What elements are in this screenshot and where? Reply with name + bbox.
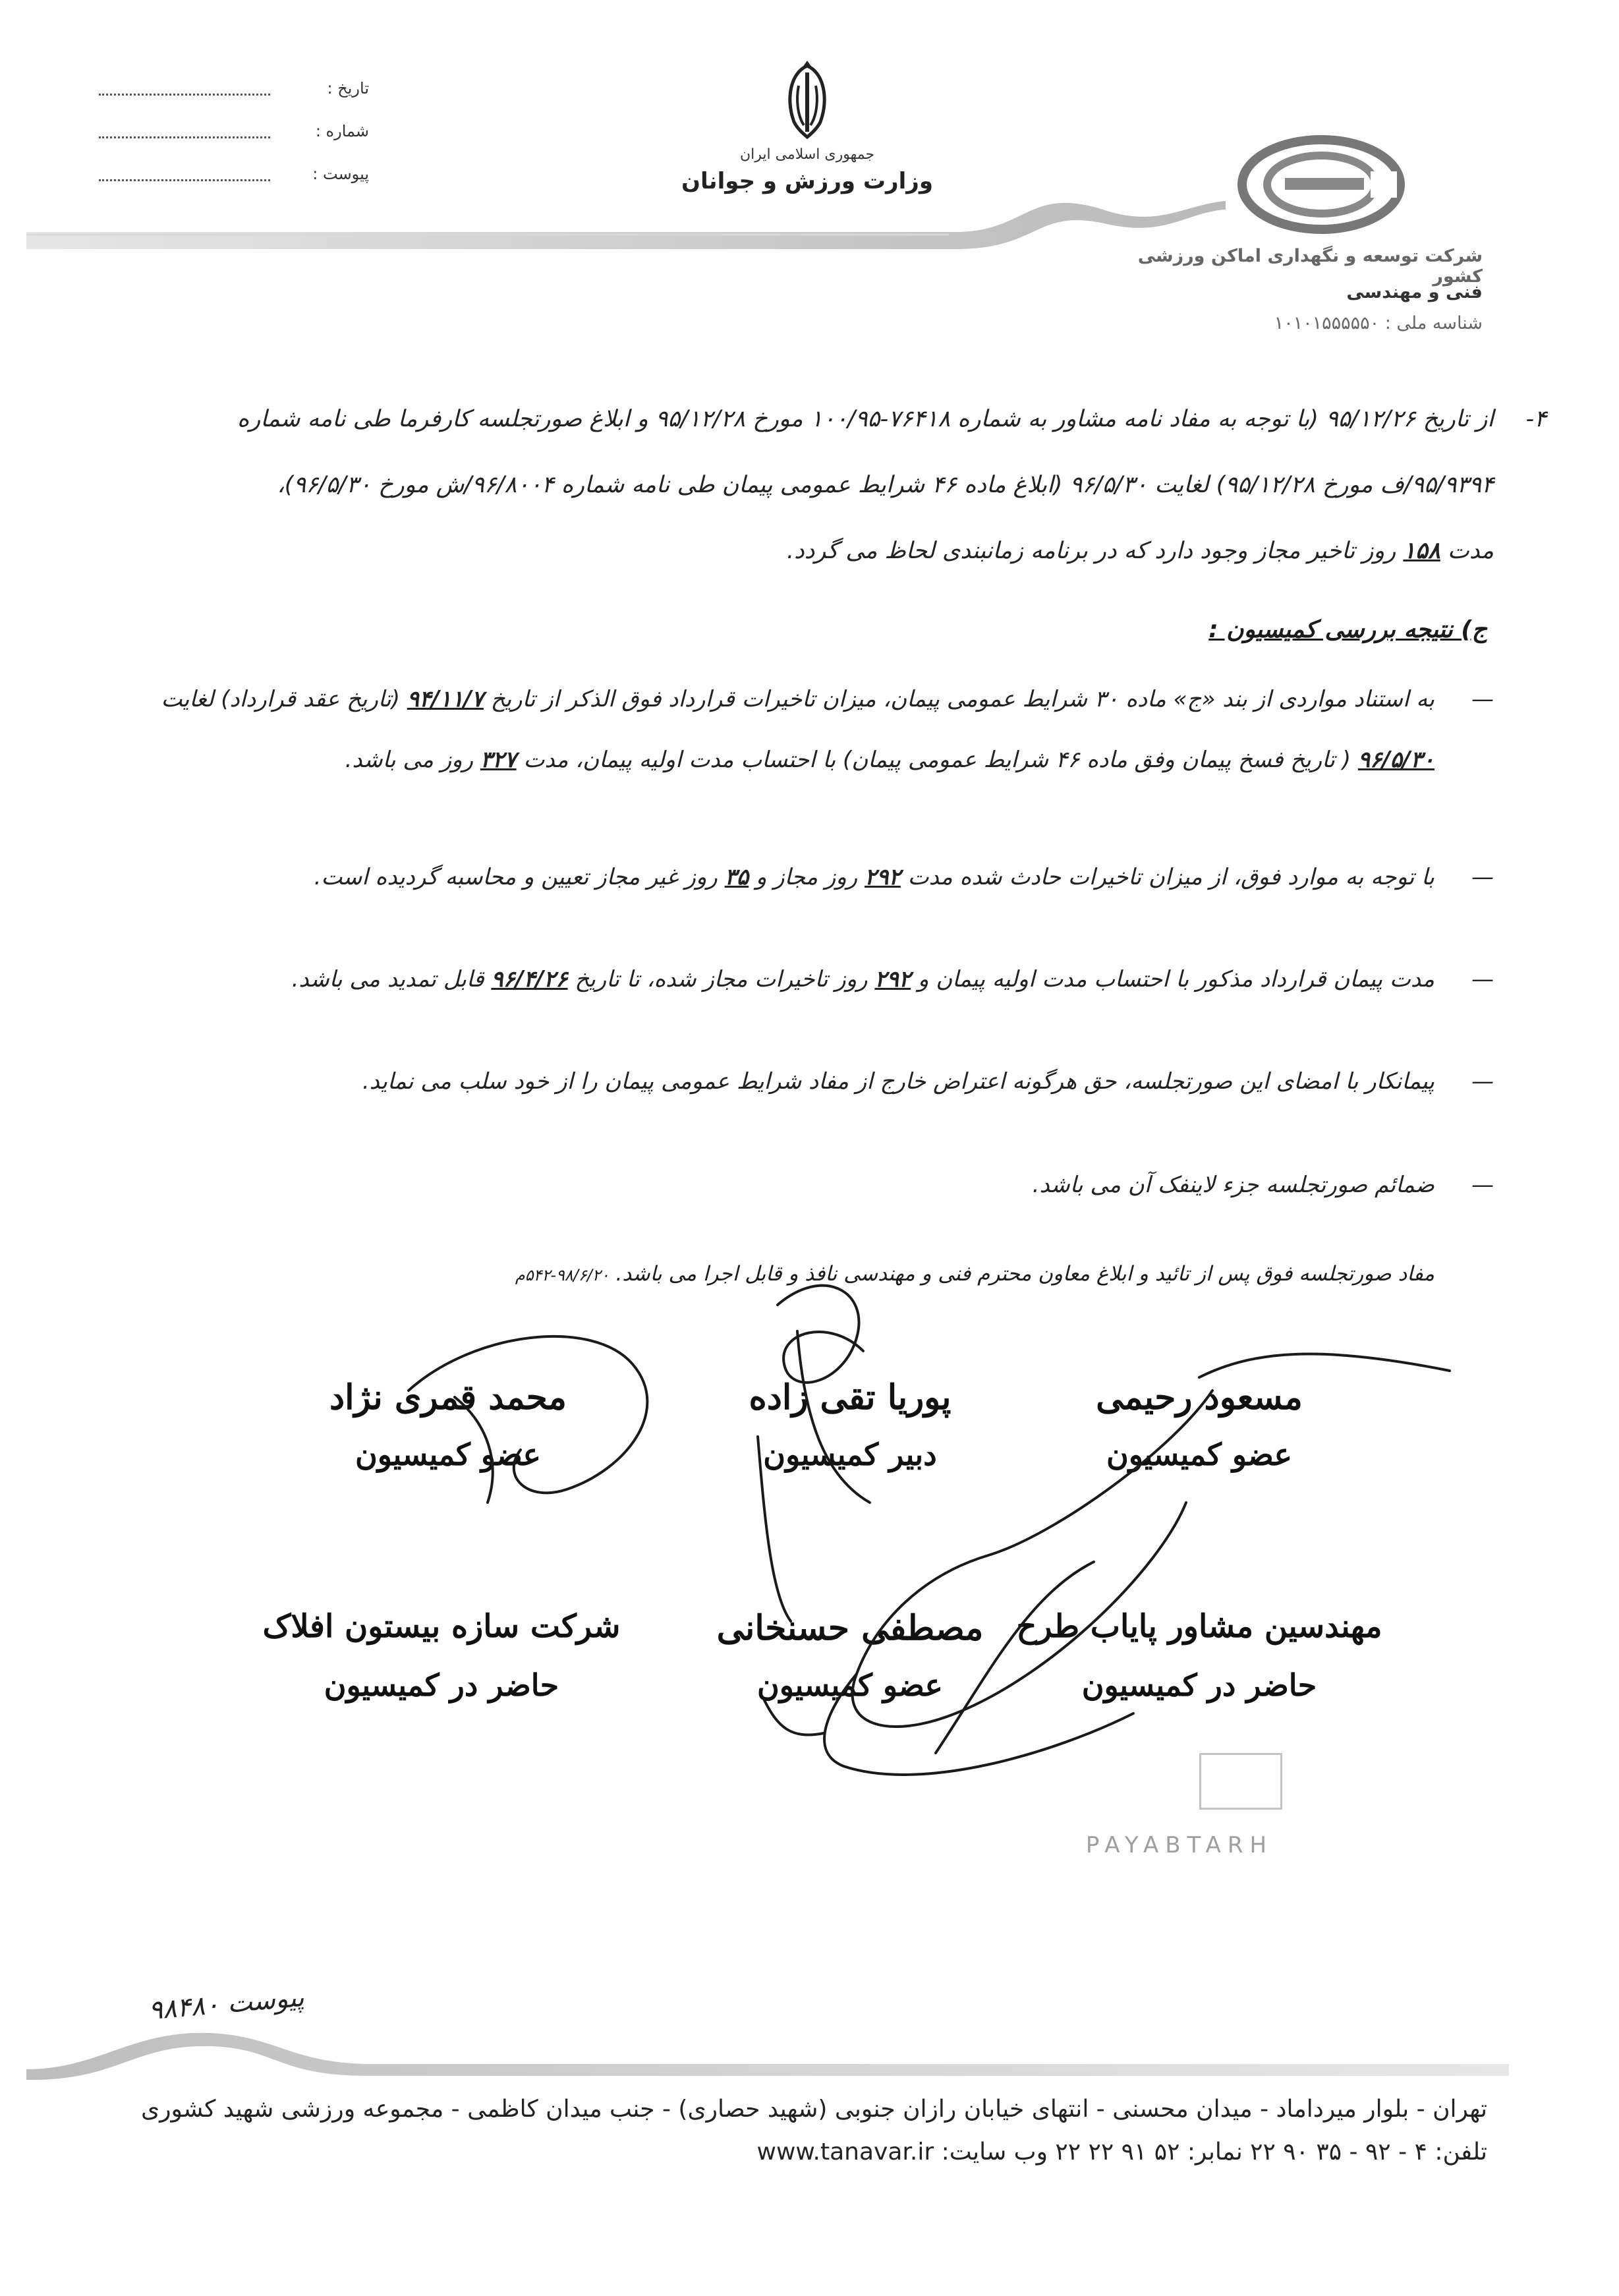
national-id: شناسه ملی : ۱۰۱۰۱۵۵۵۵۵۰ [1274,313,1483,333]
bullet-dash: — [1471,1172,1494,1198]
signatory-4-role: حاضر در کمیسیون [1081,1667,1317,1703]
department-name: فنی و مهندسی [1346,282,1483,302]
number-label: شماره : [315,122,369,140]
bullet1-pre: به استناد مواردی از بند «ج» ماده ۳۰ شرایط عمومی پیمان، میزان تاخیرات قرارداد فوق الذکر از تاریخ [490,686,1434,712]
bullet2-pre: با توجه به موارد فوق، از میزان تاخیرات حادث شده مدت [907,864,1434,890]
signatory-2-role: دبیر کمیسیون [763,1437,937,1472]
signatory-5-role: عضو کمیسیون [757,1667,943,1703]
signatory-3-name: محمد قمری نژاد [329,1377,567,1418]
bullet-5 [136,1155,1494,1215]
closing-note: ۹۸/۶/۲۰-۵۴۲م [515,1266,610,1284]
ministry-name: وزارت ورزش و جوانان [681,168,933,194]
item4-line3 [123,519,1494,583]
bullet3-post: قابل تمدید می باشد. [291,966,484,992]
footer-swoosh [0,2017,1619,2096]
bullet-dash: — [1471,966,1494,992]
date-dots [99,79,270,96]
bullet2-mid: روز مجاز و [755,864,858,890]
bullet3-pre: مدت پیمان قرارداد مذکور با احتساب مدت اولیه پیمان و [917,966,1434,992]
stamp-logo-icon [1199,1753,1282,1810]
bullet1-date2: ۹۶/۵/۳۰ [1357,747,1434,773]
iran-emblem-icon [771,59,843,145]
signatory-3-role: عضو کمیسیون [355,1437,541,1472]
closing-statement: مفاد صورتجلسه فوق پس از تائید و ابلاغ معاون محترم فنی و مهندسی نافذ و قابل اجرا می باشد. [615,1262,1434,1286]
item4-line1-text: از تاریخ ۹۵/۱۲/۲۶ (با توجه به مفاد نامه مشاور به شماره ۷۶۴۱۸-۱۰۰/۹۵ مورخ ۹۵/۱۲/۲۸ و ابلاغ صورتجلسه کارفرما طی نامه شماره [237,406,1494,432]
bullet2-post: روز غیر مجاز تعیین و محاسبه گردیده است. [314,864,718,890]
item4-line2: ۹۵/۹۳۹۴/ف مورخ ۹۵/۱۲/۲۸) لغایت ۹۶/۵/۳۰ (ابلاغ ماده ۴۶ شرایط عمومی پیمان طی نامه شماره ۹۶/۸۰۰۴/ش مورخ ۹۶/۵/۳۰)، [277,472,1494,498]
company-stamp [1041,1753,1318,1885]
bullet5-text: ضمائم صورتجلسه جزء لاینفک آن می باشد. [1032,1172,1434,1198]
bullet1-date1: ۹۴/۱۱/۷ [407,686,484,712]
attachment-dots [99,165,270,181]
bullet-dash: — [1471,686,1494,712]
bullet1-mid: (تاریخ عقد قرارداد) لغایت [161,686,400,712]
signatory-1-role: عضو کمیسیون [1106,1437,1292,1472]
attachment-field [0,165,395,191]
attachment-label: پیوست : [312,165,369,183]
bullet-dash: — [1471,1068,1494,1095]
signatory-4-name: مهندسین مشاور پایاب طرح [1016,1608,1382,1645]
signature-scribbles [0,1252,1619,1911]
stamp-text: PAYABTARH [1085,1832,1274,1858]
date-label: تاریخ : [327,79,369,98]
signatory-6-name: شرکت سازه بیستون افلاک [262,1608,621,1645]
bullet2-d2: ۳۵ [724,864,749,890]
bullet-2 [136,847,1494,907]
bullet-3 [136,949,1494,1010]
number-field [0,122,395,148]
handwritten-attachment-note: پیوست ۹۸۴۸۰ [147,1982,306,2026]
signatory-6-role: حاضر در کمیسیون [324,1667,559,1703]
number-dots [99,122,270,138]
bullet3-d1: ۲۹۲ [874,966,911,992]
item4-line3-post: روز تاخیر مجاز وجود دارد که در برنامه زمانبندی لحاظ می گردد. [787,538,1396,564]
bullet3-mid: روز تاخیرات مجاز شده، تا تاریخ [575,966,868,992]
footer-contact: تلفن: ۴ - ۹۲ - ۳۵ ۹۰ ۲۲ نمابر: ۵۲ ۹۱ ۲۲ ۲۲ وب سایت: www.tanavar.ir [756,2138,1487,2166]
bullet1-post: روز می باشد. [345,747,474,773]
item4-line1 [123,387,1547,451]
footer-address: تهران - بلوار میرداماد - میدان محسنی - انتهای خیابان رازان جنوبی (شهید حصاری) - جنب میدان کاظمی - مجموعه ورزشی شهید کشوری [140,2096,1487,2123]
signatory-2-name: پوریا تقی زاده [749,1377,952,1418]
item4-line3-pre: مدت [1447,538,1494,564]
bullet1-days: ۳۲۷ [480,747,517,773]
bullet4-text: پیمانکار با امضای این صورتجلسه، حق هرگونه اعتراض خارج از مفاد شرایط عمومی پیمان را از خود سلب می نماید. [362,1068,1434,1095]
section-title: ج) نتیجه بررسی کمیسیون : [1208,616,1487,643]
company-name: شرکت توسعه و نگهداری اماکن ورزشی کشور [1137,246,1483,287]
bullet3-date: ۹۶/۴/۲۶ [491,966,568,992]
bullet1-mid2: ( تاریخ فسخ پیمان وفق ماده ۴۶ شرایط عمومی پیمان) با احتساب مدت اولیه پیمان، مدت [523,747,1351,773]
bullet-1 [136,669,1494,790]
bullet-4 [136,1051,1494,1112]
bullet2-d1: ۲۹۲ [865,864,901,890]
signatory-5-name: مصطفی حسنخانی [716,1608,984,1648]
item4-days: ۱۵۸ [1403,538,1440,564]
emblem-line1: جمهوری اسلامی ایران [739,146,875,163]
item4-number: ۴- [1525,406,1547,432]
date-field [0,79,395,105]
signatory-1-name: مسعود رحیمی [1096,1377,1303,1418]
bullet-dash: — [1471,864,1494,890]
